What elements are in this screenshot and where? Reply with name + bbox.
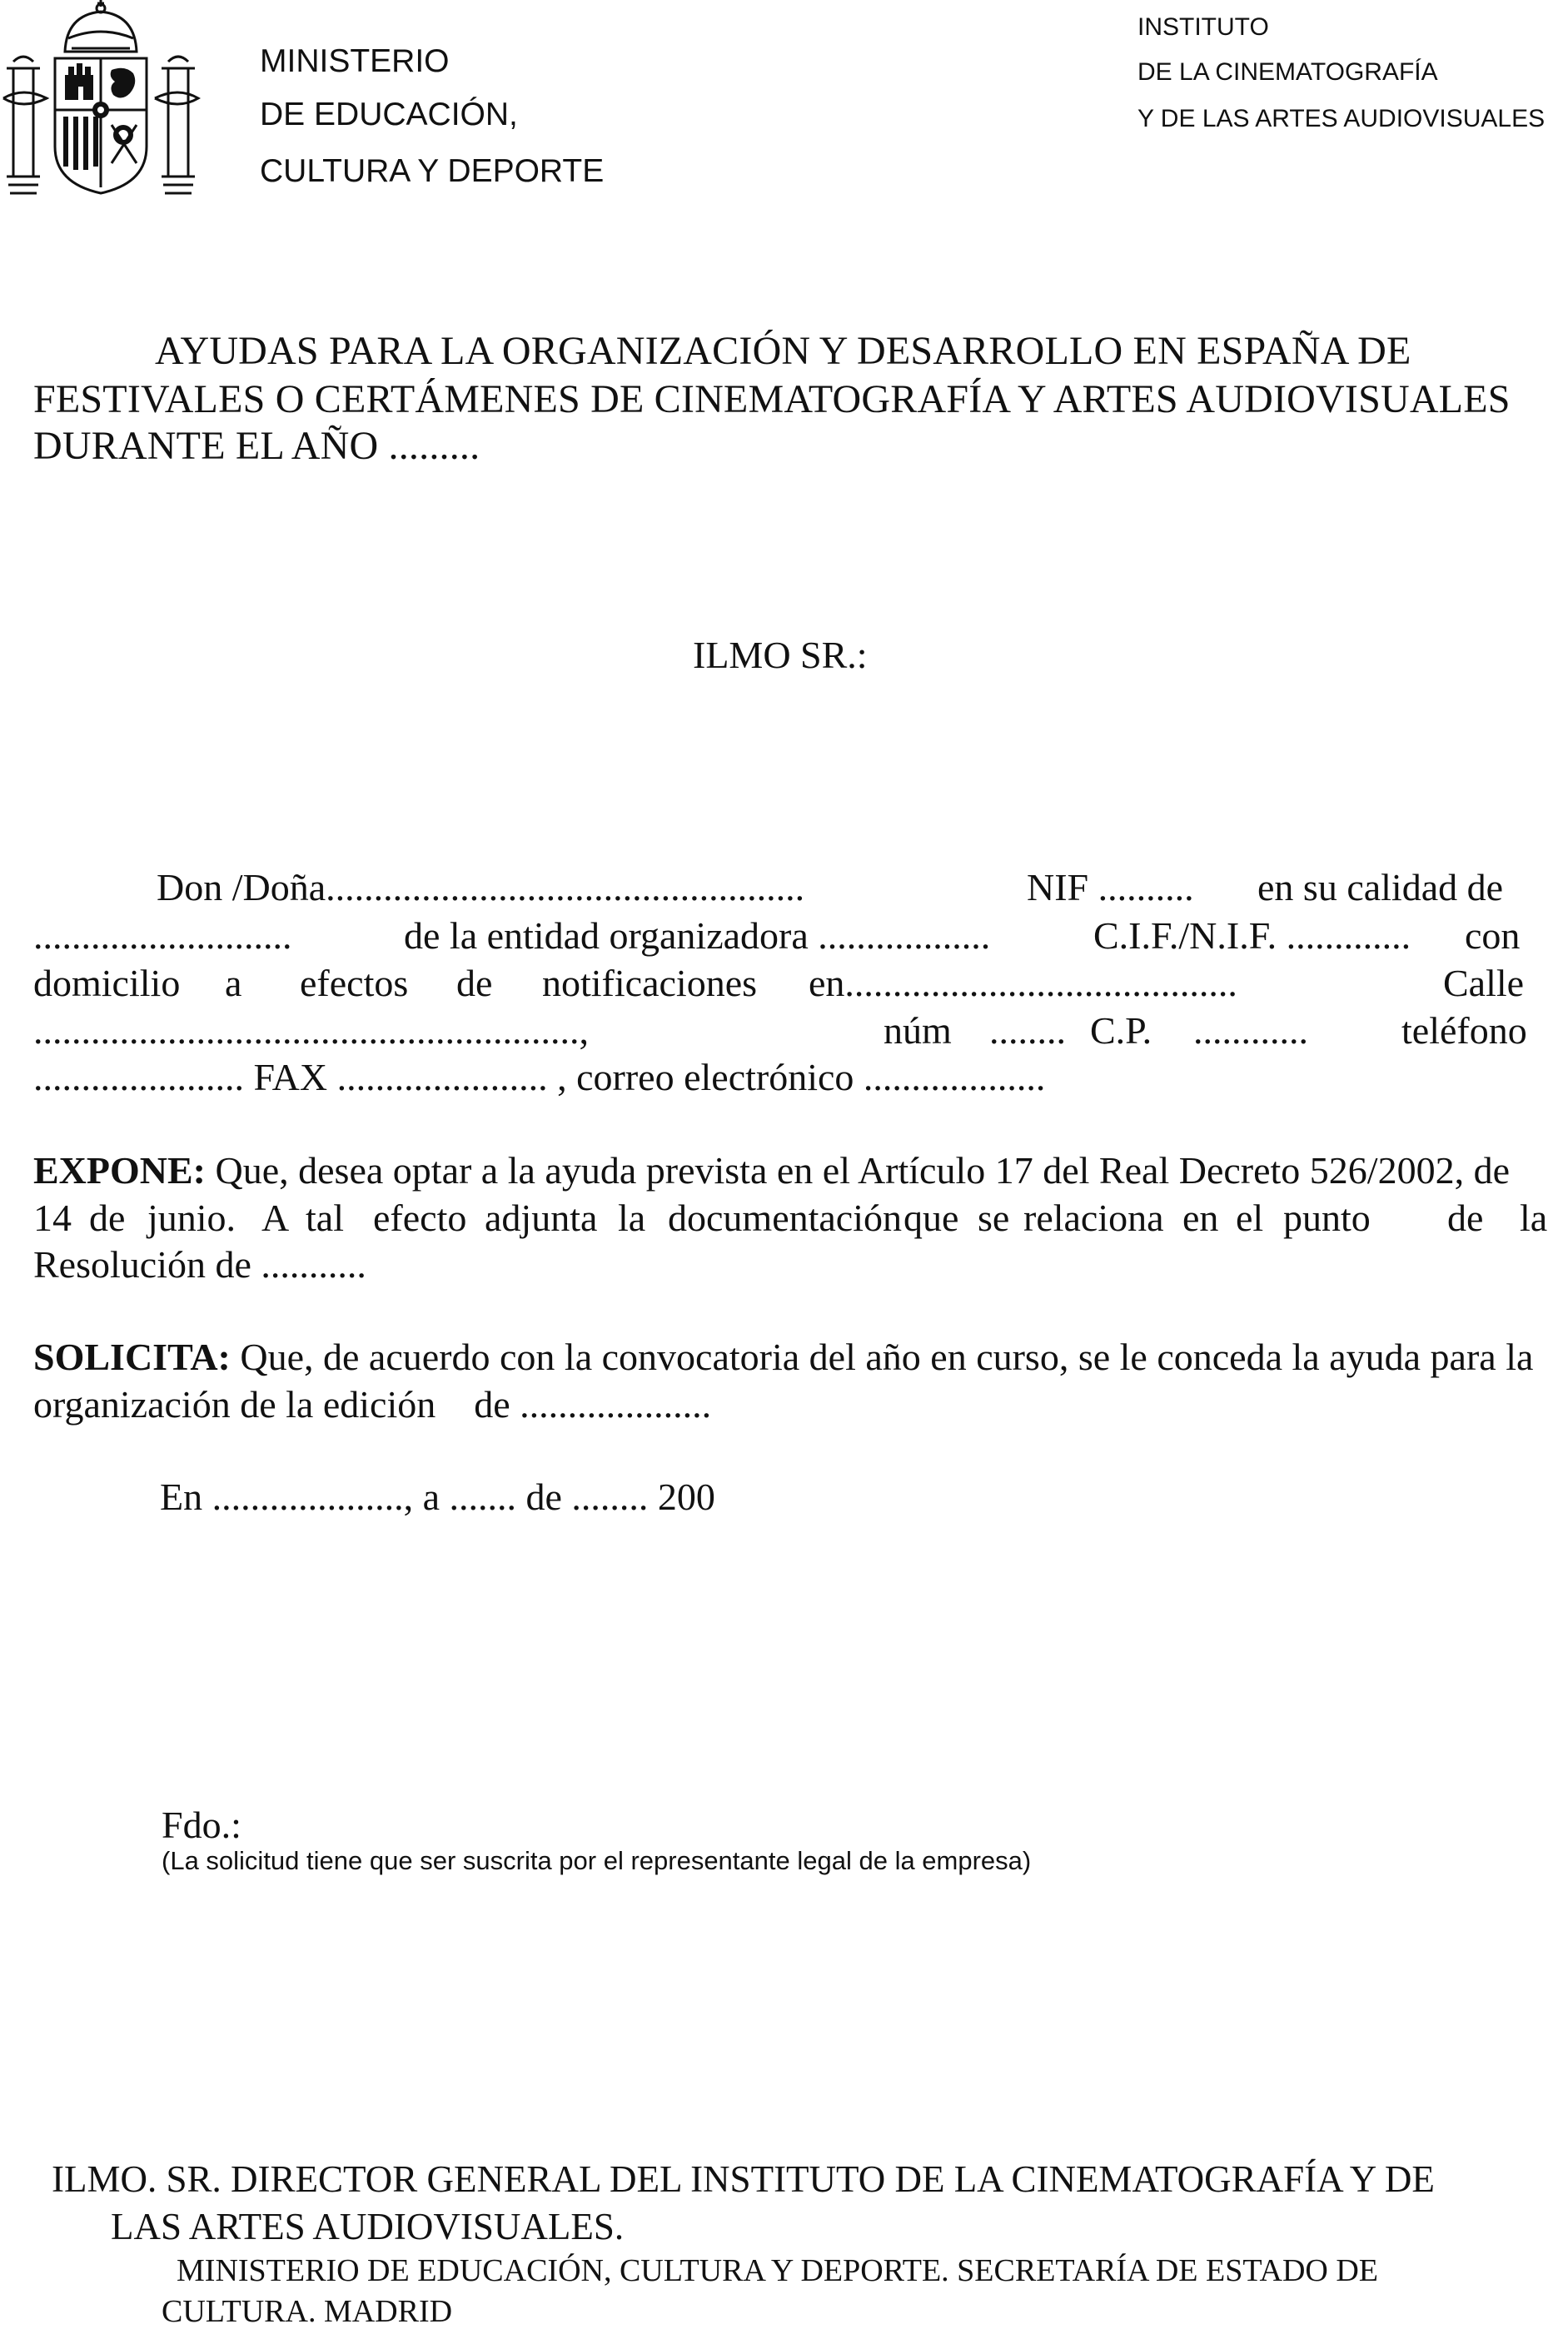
applicant-capacity-field: ........................... xyxy=(33,914,292,957)
expone-word: junio. xyxy=(147,1197,236,1239)
expone-label: EXPONE: xyxy=(33,1149,206,1192)
domicile-word-5: notificaciones xyxy=(542,962,758,1004)
institute-name-line-1: INSTITUTO xyxy=(1137,13,1269,41)
expone-word: relaciona xyxy=(1023,1197,1164,1239)
signature-label: Fdo.: xyxy=(162,1804,241,1846)
domicile-field: en......................................... xyxy=(809,962,1237,1004)
expone-word: documentación xyxy=(668,1197,903,1239)
expone-text-1: Que, desea optar a la ayuda prevista en el Artículo 17 del Real Decreto 526/2002, de xyxy=(215,1149,1510,1192)
expone-word: 14 xyxy=(33,1197,72,1239)
expone-word: de xyxy=(89,1197,126,1239)
addressee-line-2: LAS ARTES AUDIOVISUALES. xyxy=(111,2206,625,2247)
expone-word: tal xyxy=(306,1197,344,1239)
street-field: ........................................................., xyxy=(33,1009,589,1052)
addressee-line-3: MINISTERIO DE EDUCACIÓN, CULTURA Y DEPORTE. SECRETARÍA DE ESTADO DE xyxy=(177,2253,1379,2288)
expone-word: adjunta xyxy=(485,1197,598,1239)
number-field: ........ xyxy=(989,1009,1066,1052)
applicant-con-word: con xyxy=(1465,914,1521,957)
cif-nif-field: C.I.F./N.I.F. ............. xyxy=(1093,914,1411,957)
solicita-line-1 xyxy=(33,1338,1533,1376)
expone-line-1 xyxy=(33,1149,1510,1192)
expone-word: punto xyxy=(1283,1197,1371,1239)
domicile-word-2: a xyxy=(225,962,242,1004)
ministry-name-line-3: CULTURA Y DEPORTE xyxy=(260,153,605,189)
expone-word: A xyxy=(261,1197,290,1239)
ministry-name-line-2: DE EDUCACIÓN, xyxy=(260,97,518,132)
expone-word: el xyxy=(1236,1197,1264,1239)
expone-word: se xyxy=(978,1197,1010,1239)
domicile-word-3: efectos xyxy=(300,962,409,1004)
domicile-word-1: domicilio xyxy=(33,962,181,1004)
addressee-line-1: ILMO. SR. DIRECTOR GENERAL DEL INSTITUTO DE LA CINEMATOGRAFÍA Y DE xyxy=(52,2158,1435,2200)
form-title-line-2: FESTIVALES O CERTÁMENES DE CINEMATOGRAFÍA Y ARTES AUDIOVISUALES xyxy=(33,377,1511,421)
expone-line-3: Resolución de ........... xyxy=(33,1243,366,1286)
fax-email-line: ...................... FAX ...................... , correo electrónico ................... xyxy=(33,1056,1046,1098)
institute-name-line-3: Y DE LAS ARTES AUDIOVISUALES xyxy=(1137,105,1546,132)
applicant-capacity-label: en su calidad de xyxy=(1257,866,1504,908)
expone-word: de xyxy=(1447,1197,1484,1239)
domicile-word-4: de xyxy=(456,962,493,1004)
phone-label: teléfono xyxy=(1401,1009,1527,1052)
form-title-line-1: AYUDAS PARA LA ORGANIZACIÓN Y DESARROLLO EN ESPAÑA DE xyxy=(155,329,1411,373)
solicita-line-2: organización de la edición de .................... xyxy=(33,1383,712,1426)
salutation: ILMO SR.: xyxy=(693,634,868,676)
expone-word: que xyxy=(903,1197,959,1239)
applicant-nif-field: NIF .......... xyxy=(1027,866,1194,908)
ministry-name-line-1: MINISTERIO xyxy=(260,43,450,79)
solicita-label: SOLICITA: xyxy=(33,1336,231,1378)
place-date-line: En ...................., a ....... de ........ 200 xyxy=(160,1476,715,1518)
expone-word: la xyxy=(618,1197,646,1239)
solicita-text-1: Que, de acuerdo con la convocatoria del año en curso, se le conceda la ayuda para la xyxy=(240,1336,1534,1378)
form-title-line-3: DURANTE EL AÑO ......... xyxy=(33,424,480,468)
street-label: Calle xyxy=(1443,962,1525,1004)
postal-code-label: C.P. xyxy=(1090,1009,1152,1052)
addressee-line-4: CULTURA. MADRID xyxy=(162,2294,453,2329)
expone-word: en xyxy=(1182,1197,1219,1239)
number-label: núm xyxy=(884,1009,952,1052)
institute-name-line-2: DE LA CINEMATOGRAFÍA xyxy=(1137,58,1438,86)
organizing-entity-field: de la entidad organizadora .................. xyxy=(404,914,991,957)
signature-note: (La solicitud tiene que ser suscrita por el representante legal de la empresa) xyxy=(162,1846,1032,1875)
expone-word: efecto xyxy=(373,1197,467,1239)
coat-of-arms-icon xyxy=(0,0,202,200)
applicant-name-field: Don /Doña.................................................. xyxy=(157,866,805,908)
expone-word: la xyxy=(1520,1197,1548,1239)
postal-code-field: ............ xyxy=(1193,1009,1308,1052)
